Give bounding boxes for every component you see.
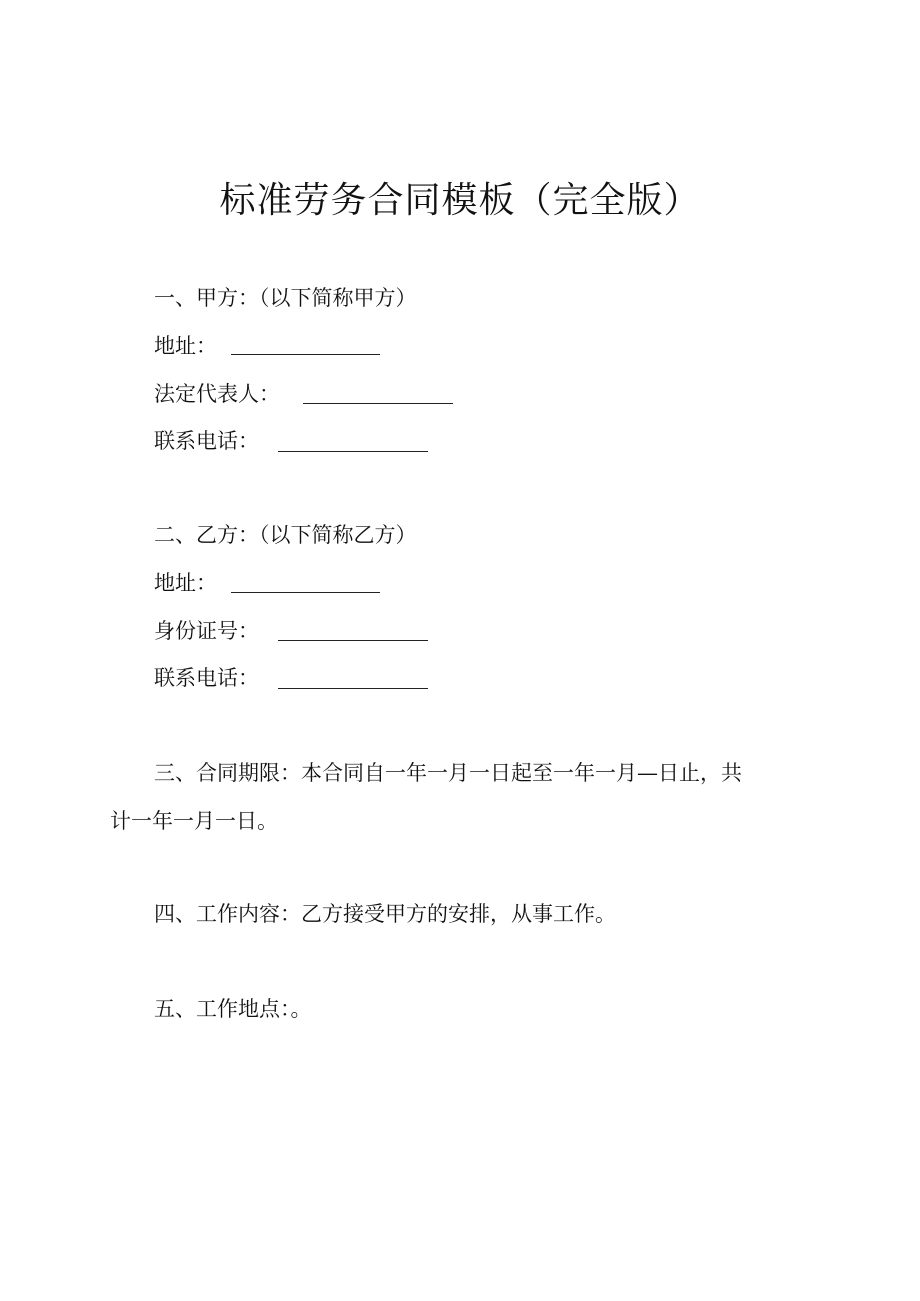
work-location: 五、工作地点：。	[154, 997, 312, 1021]
party-b-id-label: 身份证号：	[154, 619, 259, 643]
party-b-heading: 二、乙方：（以下简称乙方）	[154, 523, 417, 547]
party-a-heading: 一、甲方：（以下简称甲方）	[154, 286, 417, 310]
party-b-phone-label: 联系电话：	[154, 666, 259, 690]
party-a-address-blank[interactable]	[231, 354, 380, 355]
party-a-legal-rep-label: 法定代表人：	[154, 382, 280, 406]
party-a-phone-label: 联系电话：	[154, 429, 259, 453]
party-b-id-blank[interactable]	[278, 640, 428, 641]
party-a-address-label: 地址：	[154, 334, 217, 358]
contract-term-line-1: 三、合同期限：本合同自一年一月一日起至一年一月—日止，共	[154, 761, 742, 785]
party-a-legal-rep-blank[interactable]	[303, 403, 453, 404]
document-title: 标准劳务合同模板（完全版）	[219, 180, 701, 221]
party-b-phone-blank[interactable]	[278, 688, 428, 689]
party-b-address-label: 地址：	[154, 571, 217, 595]
work-content: 四、工作内容：乙方接受甲方的安排，从事工作。	[154, 902, 616, 926]
contract-term-line-2: 计一年一月一日。	[110, 809, 278, 833]
party-a-phone-blank[interactable]	[278, 451, 428, 452]
party-b-address-blank[interactable]	[231, 592, 380, 593]
